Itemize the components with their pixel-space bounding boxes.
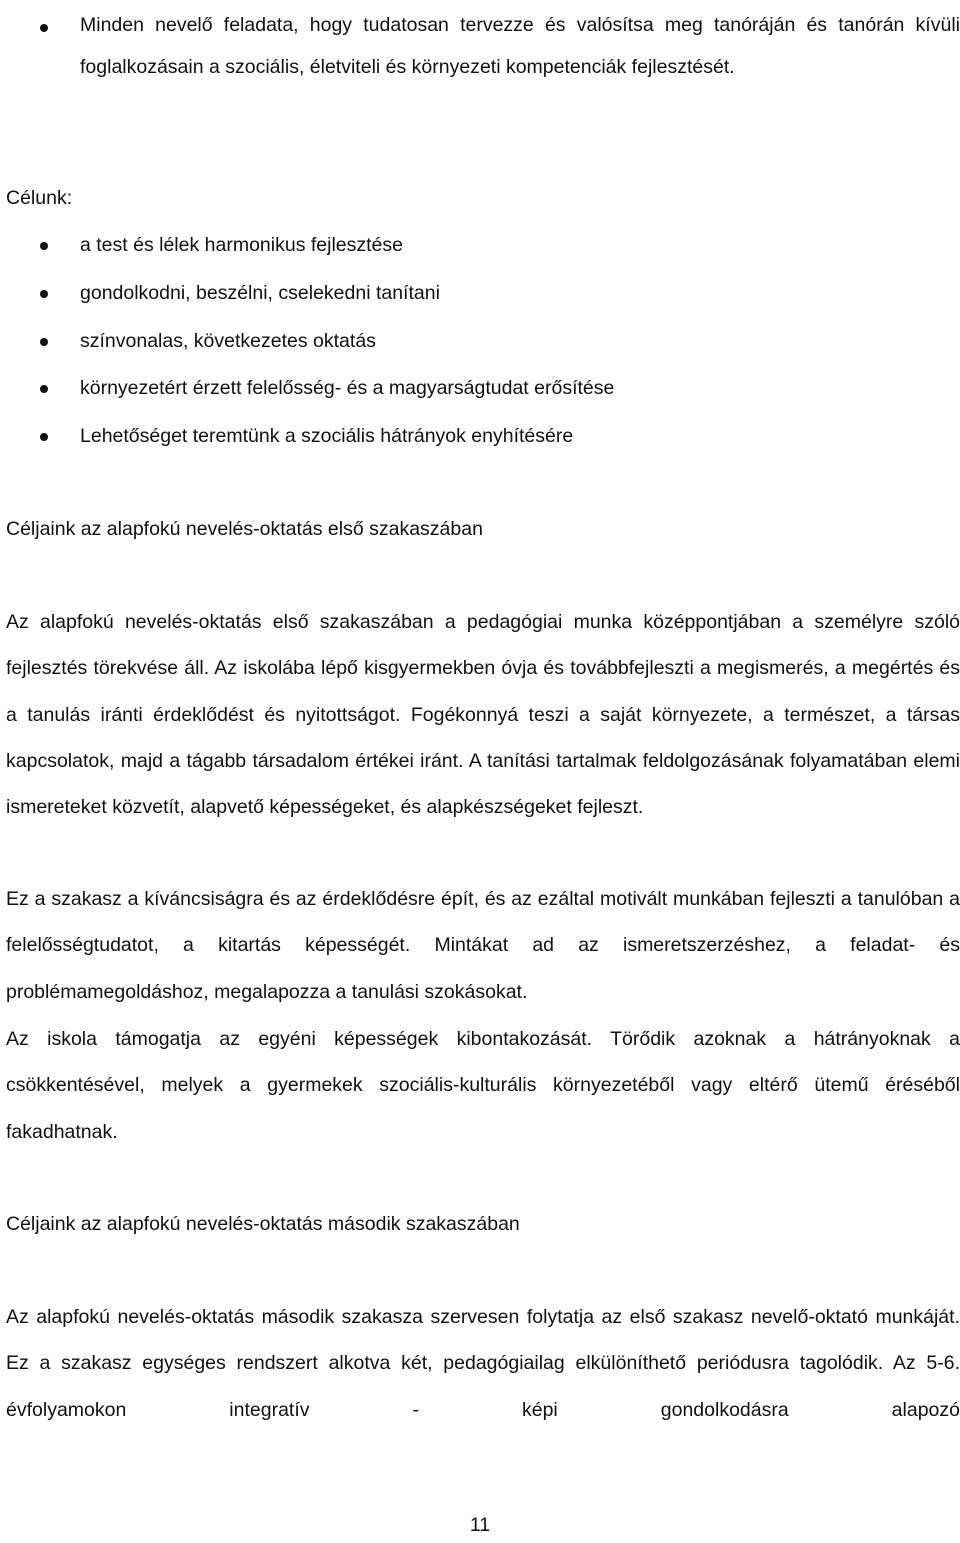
bullet-icon xyxy=(40,242,48,250)
goal-item: gondolkodni, beszélni, cselekedni tanítani xyxy=(0,270,960,318)
section1-heading: Céljaink az alapfokú nevelés-oktatás első szakaszában xyxy=(6,518,483,540)
section2-paragraph: Az alapfokú nevelés-oktatás második szakasza szervesen folytatja az első szakasz nevelő-oktató munkáját. Ez a szakasz egységes rendszert alkotva két, pedagógiailag elkülöníthető periódusra tagolódik. Az 5-6. évfolyamokon integratív - képi gondolkodásra alapozó xyxy=(6,1306,960,1421)
goals-list xyxy=(0,222,960,461)
section1-paragraph-2: Ez a szakasz a kíváncsiságra és az érdeklődésre épít, és az ezáltal motivált munkában fejleszti a tanulóban a felelősségtudatot, a kitartás képességét. Mintákat ad az ismeretszerzéshez, a feladat- és problémamegoldáshoz, megalapozza a tanulási szokásokat. xyxy=(6,888,960,1003)
section1-paragraph-3: Az iskola támogatja az egyéni képességek kibontakozását. Törődik azoknak a hátrányoknak a csökkentésével, melyek a gyermekek szociális-kulturális környezetéből vagy eltérő ütemű éréséből fakadhatnak. xyxy=(6,1028,960,1143)
goal-item: Lehetőséget teremtünk a szociális hátrányok enyhítésére xyxy=(0,413,960,461)
bullet-icon xyxy=(40,290,48,298)
goal-item: a test és lélek harmonikus fejlesztése xyxy=(0,222,960,270)
page-number: 11 xyxy=(469,1514,491,1536)
section1-paragraph-1: Az alapfokú nevelés-oktatás első szakaszában a pedagógiai munka középpontjában a személyre szóló fejlesztés törekvése áll. Az iskolába lépő kisgyermekben óvja és továbbfejleszti a megismerés, a megértés és a tanulás iránti érdeklődést és nyitottságot. Fogékonnyá teszi a saját környezete, a természet, a társas kapcsolatok, majd a tágabb társadalom értékei iránt. A tanítási tartalmak feldolgozásának folyamatában elemi ismereteket közvetít, alapvető képességeket, és alapkészségeket fejleszt. xyxy=(6,611,960,819)
section2-heading: Céljaink az alapfokú nevelés-oktatás második szakaszában xyxy=(6,1213,520,1235)
intro-item-text: Minden nevelő feladata, hogy tudatosan tervezze és valósítsa meg tanóráján és tanórán kívüli foglalkozásain a szociális, életviteli és környezeti kompetenciák fejlesztését. xyxy=(80,14,960,78)
bullet-icon xyxy=(40,385,48,393)
goals-heading: Célunk: xyxy=(6,187,73,209)
bullet-icon xyxy=(40,338,48,346)
goal-item: színvonalas, következetes oktatás xyxy=(0,318,960,366)
goal-item: környezetért érzett felelősség- és a magyarságtudat erősítése xyxy=(0,365,960,413)
bullet-icon xyxy=(40,24,48,32)
bullet-icon xyxy=(40,433,48,441)
